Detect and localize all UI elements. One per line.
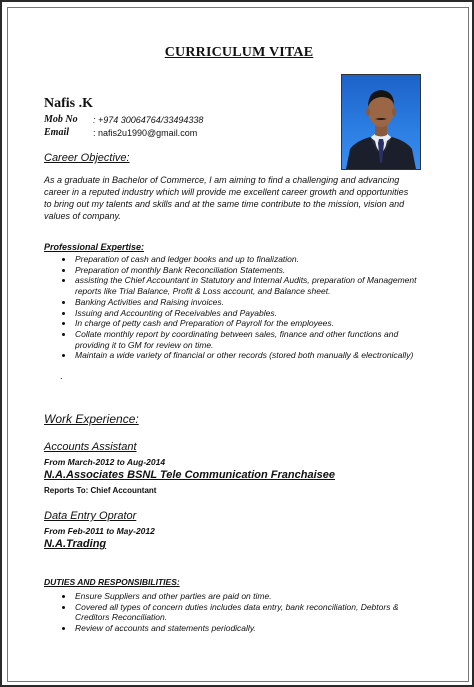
bullet-icon <box>62 258 65 261</box>
candidate-name: Nafis .K <box>44 96 93 111</box>
bullet-icon <box>62 595 65 598</box>
list-item-text: Maintain a wide variety of financial or other records (stored both manually & electronically) <box>75 350 414 361</box>
bullet-icon <box>62 301 65 304</box>
list-item <box>62 350 452 361</box>
mob-label: Mob No <box>44 114 78 125</box>
bullet-icon <box>62 269 65 272</box>
career-objective-text <box>44 174 439 222</box>
career-objective-heading: Career Objective: <box>44 152 130 164</box>
list-item-text: In charge of petty cash and Preparation of Payroll for the employees. <box>75 318 334 329</box>
list-item-continued <box>62 612 447 623</box>
job-dates-1: From March-2012 to Aug-2014 <box>44 457 166 467</box>
objective-line: As a graduate in Bachelor of Commerce, I am aiming to find a challenging and advancing <box>44 175 400 185</box>
document-title: CURRICULUM VITAE <box>164 45 314 60</box>
list-item-text: Covered all types of concern duties includes data entry, bank reconciliation, Debtors & <box>75 601 399 612</box>
bullet-icon <box>62 279 65 282</box>
job-title-2: Data Entry Oprator <box>44 510 137 522</box>
list-item-text: providing it to GM for review on time. <box>75 339 214 350</box>
list-item-text: assisting the Chief Accountant in Statutory and Internal Audits, preparation of Management <box>75 275 417 286</box>
expertise-list <box>62 254 452 361</box>
objective-line: career in a reputed industry which will provide me excellent career growth and opportunities <box>44 187 409 197</box>
list-item <box>62 265 452 276</box>
trailing-mark: . <box>60 371 63 381</box>
list-item <box>62 623 447 634</box>
bullet-icon <box>62 354 65 357</box>
list-item-text: Preparation of monthly Bank Reconciliation Statements. <box>75 264 286 275</box>
company-name-1: N.A.Associates BSNL Tele Communication Franchaisee <box>44 469 335 481</box>
email-label: Email <box>44 127 70 138</box>
bullet-icon <box>62 322 65 325</box>
reports-to: Reports To: Chief Accountant <box>44 486 157 495</box>
duties-list <box>62 591 447 634</box>
list-item <box>62 308 452 319</box>
job-dates-2: From Feb-2011 to May-2012 <box>44 526 155 536</box>
list-item-text: Ensure Suppliers and other parties are paid on time. <box>75 591 272 601</box>
objective-line: values of company. <box>44 211 121 221</box>
list-item <box>62 297 452 308</box>
list-item-text: Banking Activities and Raising invoices. <box>75 296 224 307</box>
profile-photo <box>341 74 421 170</box>
list-item <box>62 602 447 613</box>
bullet-icon <box>62 312 65 315</box>
list-item-text: Creditors Reconciliation. <box>75 612 168 623</box>
email-value: : nafis2u1990@gmail.com <box>93 128 198 138</box>
duties-heading: DUTIES AND RESPONSIBILITIES: <box>44 577 180 587</box>
list-item-text: Review of accounts and statements periodically. <box>75 623 256 634</box>
list-item-text: Issuing and Accounting of Receivables and Payables. <box>75 307 277 318</box>
list-item <box>62 318 452 329</box>
professional-expertise-heading: Professional Expertise: <box>44 242 145 252</box>
bullet-icon <box>62 606 65 609</box>
list-item-text: reports like Trial Balance, Profit & Loss account, and Balance sheet. <box>75 286 331 297</box>
list-item-text: Collate monthly report by coordinating between sales, finance and other functions and <box>75 328 399 339</box>
objective-line: to bring out my talents and skills and at the same time contribute to the mission, vision and <box>44 199 405 209</box>
mob-value: : +974 30064764/33494338 <box>93 115 204 125</box>
work-experience-heading: Work Experience: <box>44 412 139 426</box>
list-item <box>62 275 452 286</box>
list-item <box>62 329 452 340</box>
list-item <box>62 254 452 265</box>
list-item-text: Preparation of cash and ledger books and up to finalization. <box>75 254 299 264</box>
company-name-2: N.A.Trading <box>44 538 107 550</box>
list-item <box>62 591 447 602</box>
list-item-continued <box>62 286 452 297</box>
job-title-1: Accounts Assistant <box>44 441 137 453</box>
list-item-continued <box>62 340 452 351</box>
bullet-icon <box>62 627 65 630</box>
bullet-icon <box>62 333 65 336</box>
